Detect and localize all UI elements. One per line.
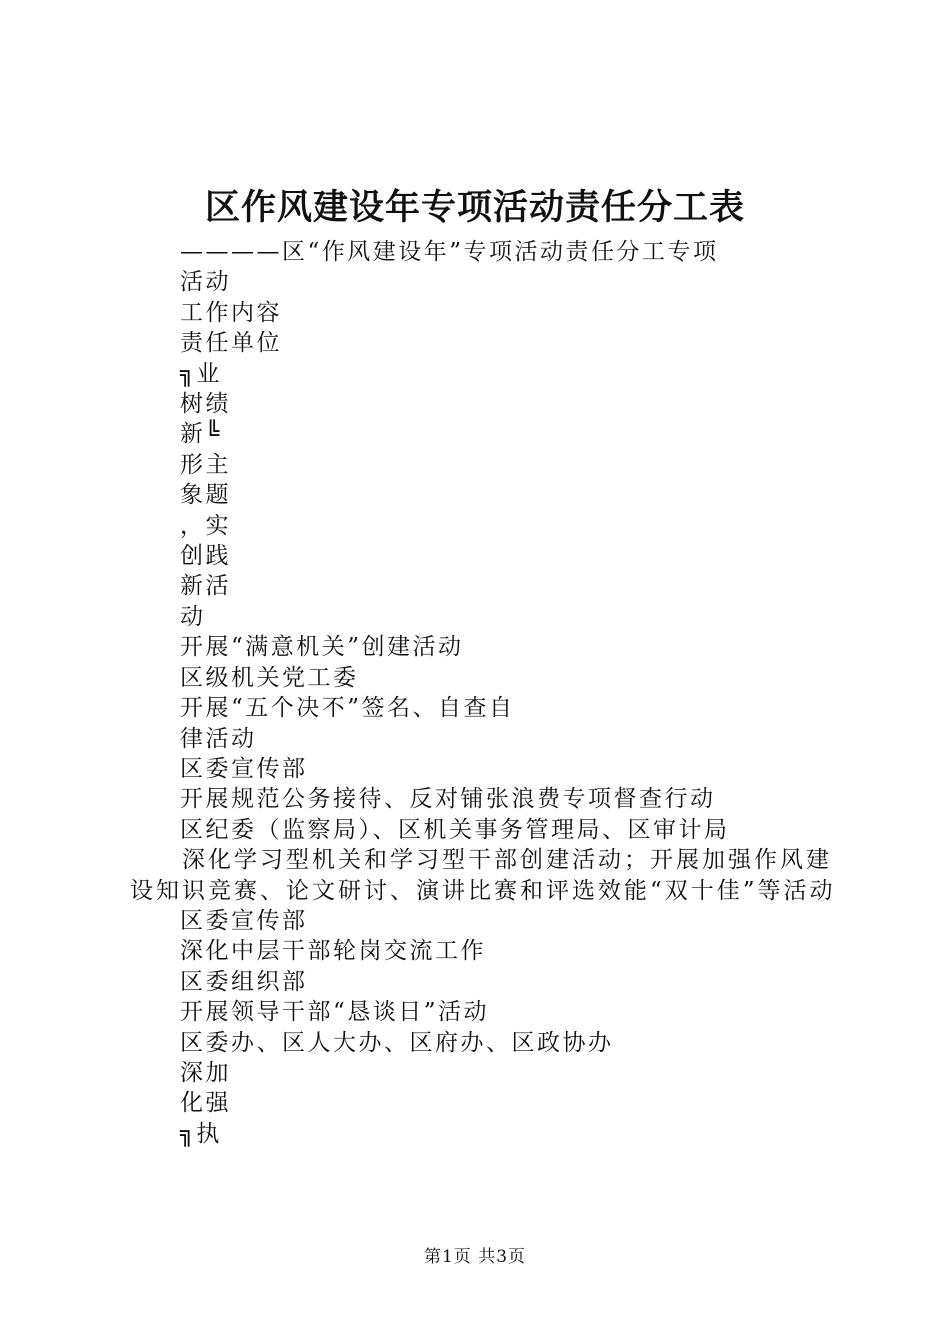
text-line: 形主 <box>180 451 231 478</box>
text-line: 开展领导干部“恳谈日”活动 <box>180 999 490 1026</box>
body-paragraph: 深化学习型机关和学习型干部创建活动；开展加强作风建设知识竞赛、论文研讨、演讲比赛和评选效能“双十佳”等活动 <box>130 847 836 904</box>
text-line: 深化中层干部轮岗交流工作 <box>180 938 486 965</box>
text-line: 创践 <box>180 543 231 570</box>
text-line: 开展“满意机关”创建活动 <box>180 634 464 661</box>
text-line: ╗执 <box>180 1120 222 1147</box>
text-line: 区级机关党工委 <box>180 664 359 691</box>
text-line: 区纪委（监察局）、区机关事务管理局、区审计局 <box>180 816 730 843</box>
document-body <box>130 237 840 1149</box>
text-line: 责任单位 <box>180 330 282 357</box>
document-title: 区作风建设年专项活动责任分工表 <box>204 188 745 228</box>
text-line: ，实 <box>180 512 231 539</box>
text-line: 开展“五个决不”签名、自查自 <box>180 695 515 722</box>
text-line: 区委组织部 <box>180 968 308 995</box>
text-line: 活动 <box>180 269 231 296</box>
text-line: 化强 <box>180 1090 231 1117</box>
text-line: 新活 <box>180 573 231 600</box>
text-line: 深加 <box>180 1059 231 1086</box>
text-line: 区委办、区人大办、区府办、区政协办 <box>180 1029 614 1056</box>
text-line: 新╚ <box>180 421 222 448</box>
text-line: ╗业 <box>180 360 222 387</box>
text-line: 区委宣传部 <box>180 907 308 934</box>
text-line: 动 <box>180 603 206 630</box>
page-footer: 第1页 共3页 <box>423 1247 527 1267</box>
text-line: 区委宣传部 <box>180 755 308 782</box>
text-line: 开展规范公务接待、反对铺张浪费专项督查行动 <box>180 786 716 813</box>
text-line: 律活动 <box>180 725 257 752</box>
text-line: 工作内容 <box>180 299 282 326</box>
text-line: 象题 <box>180 482 231 509</box>
subtitle-line: ————区“作风建设年”专项活动责任分工专项 <box>180 239 719 265</box>
text-line: 树绩 <box>180 391 231 418</box>
